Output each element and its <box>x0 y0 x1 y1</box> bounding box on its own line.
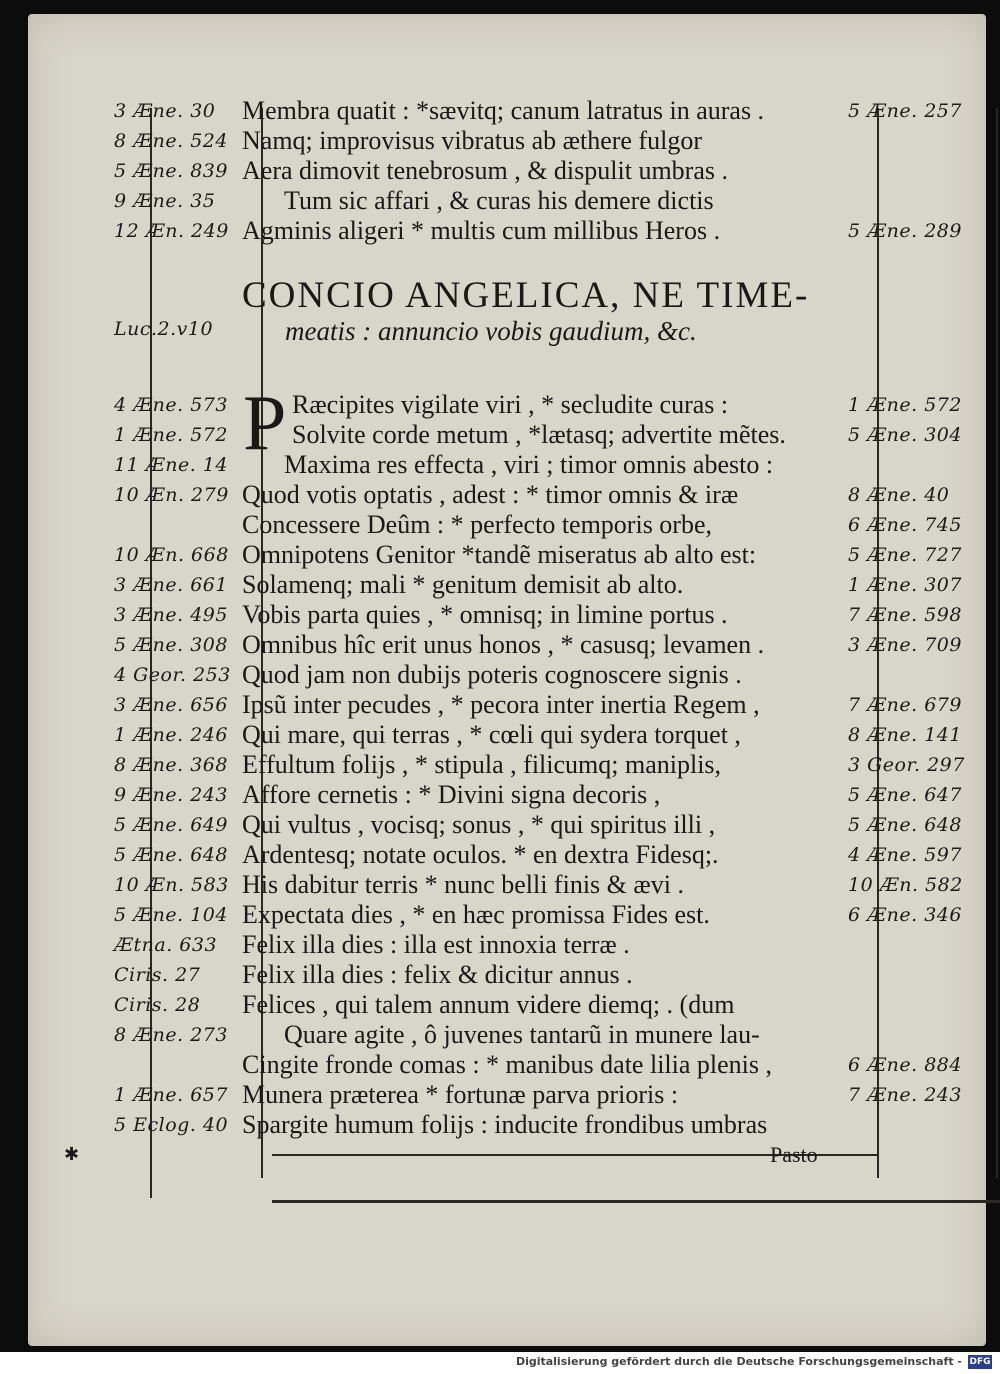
right-margin-ref: 5 Æne. 304 <box>848 424 962 446</box>
verse-line: Ræcipites vigilate viri , * secludite curas : <box>292 390 729 419</box>
title-margin-ref: Luc.2.v10 <box>114 318 214 340</box>
verse-line: Expectata dies , * en hæc promissa Fides est. <box>242 900 710 929</box>
verse-line: Omnibus hîc erit unus honos , * casusq; levamen . <box>242 630 765 659</box>
dfg-logo: DFG <box>969 1357 991 1367</box>
right-margin-ref: 3 Æne. 709 <box>848 634 962 656</box>
left-margin-ref: 5 Eclog. 40 <box>114 1114 229 1136</box>
left-margin-ref: 1 Æne. 572 <box>114 424 228 446</box>
left-margin-ref: 12 Æn. 249 <box>114 220 229 242</box>
left-margin-ref: 9 Æne. 35 <box>114 190 216 212</box>
left-margin-ref: 3 Æne. 30 <box>114 100 216 122</box>
right-margin-ref: 5 Æne. 257 <box>848 100 962 122</box>
right-margin-ref: 5 Æne. 289 <box>848 220 962 242</box>
left-margin-ref: 10 Æn. 279 <box>114 484 229 506</box>
catchword: Pasto <box>770 1142 818 1167</box>
section-title: CONCIO ANGELICA, NE TIME- <box>242 275 810 316</box>
right-margin-ref: 5 Æne. 647 <box>848 784 962 806</box>
left-margin-ref: Ætna. 633 <box>114 934 218 956</box>
left-margin-ref: 8 Æne. 524 <box>114 130 228 152</box>
verse-line: Solamenq; mali * genitum demisit ab alto. <box>242 570 684 599</box>
verse-line: Ipsũ inter pecudes , * pecora inter inertia Regem , <box>242 690 760 719</box>
left-margin-ref: 5 Æne. 648 <box>114 844 228 866</box>
left-margin-ref: 8 Æne. 368 <box>114 754 228 776</box>
right-margin-ref: 7 Æne. 598 <box>848 604 962 626</box>
verse-line: Qui vultus , vocisq; sonus , * qui spiritus illi , <box>242 810 716 839</box>
left-margin-ref: 4 Geor. 253 <box>114 664 231 686</box>
verse-line: Cingite fronde comas : * manibus date lilia plenis , <box>242 1050 773 1079</box>
verse-line: Quod votis optatis , adest : * timor omnis & iræ <box>242 480 739 509</box>
right-margin-ref: 8 Æne. 40 <box>848 484 950 506</box>
left-margin-ref: Ciris. 27 <box>114 964 201 986</box>
left-margin-ref: 3 Æne. 495 <box>114 604 228 626</box>
verse-line: Concessere Deûm : * perfecto temporis orbe, <box>242 510 713 539</box>
right-margin-ref: 10 Æn. 582 <box>848 874 963 896</box>
left-margin-ref: 3 Æne. 656 <box>114 694 228 716</box>
right-margin-ref: 8 Æne. 141 <box>848 724 962 746</box>
right-margin-ref: 4 Æne. 597 <box>848 844 962 866</box>
left-margin-ref: 11 Æne. 14 <box>114 454 228 476</box>
verse-line: Vobis parta quies , * omnisq; in limine portus . <box>242 600 728 629</box>
left-margin-ref: 5 Æne. 308 <box>114 634 228 656</box>
drop-capital: P <box>243 379 287 466</box>
right-margin-ref: 5 Æne. 648 <box>848 814 962 836</box>
left-margin-ref: 10 Æn. 583 <box>114 874 229 896</box>
verse-line: Affore cernetis : * Divini signa decoris , <box>242 780 661 809</box>
verse-line: Qui mare, qui terras , * cœli qui sydera torquet , <box>242 720 741 749</box>
verse-line: Effultum folijs , * stipula , filicumq; maniplis, <box>242 750 722 779</box>
left-margin-ref: 5 Æne. 839 <box>114 160 228 182</box>
verse-line: Tum sic affari , & curas his demere dictis <box>284 186 714 215</box>
verse-line: Felix illa dies : felix & dicitur annus . <box>242 960 633 989</box>
left-margin-ref: 1 Æne. 657 <box>114 1084 228 1106</box>
verse-line: Spargite humum folijs : inducite frondibus umbras <box>242 1110 768 1139</box>
bottom-frame-rule <box>272 1200 1000 1203</box>
verse-line: His dabitur terris * nunc belli finis & ævi . <box>242 870 684 899</box>
left-margin-ref: 10 Æn. 668 <box>114 544 229 566</box>
right-margin-ref: 3 Geor. 297 <box>848 754 965 776</box>
left-margin-ref: 8 Æne. 273 <box>114 1024 228 1046</box>
right-margin-ref: 6 Æne. 346 <box>848 904 962 926</box>
verse-line: Felices , qui talem annum videre diemq; . (dum <box>242 990 735 1019</box>
left-margin-ref: 3 Æne. 661 <box>114 574 228 596</box>
footer-credit-text: Digitalisierung gefördert durch die Deutsche Forschungsgemeinschaft - <box>515 1355 962 1368</box>
left-margin-ref: 9 Æne. 243 <box>114 784 228 806</box>
verse-line: Agminis aligeri * multis cum millibus Heros . <box>242 216 721 245</box>
section-subtitle: meatis : annuncio vobis gaudium, &c. <box>285 316 697 346</box>
digitization-footer <box>0 1352 1000 1374</box>
left-margin-ref: 4 Æne. 573 <box>114 394 228 416</box>
right-margin-ref: 7 Æne. 679 <box>848 694 962 716</box>
verse-line: Munera præterea * fortunæ parva prioris : <box>242 1080 679 1109</box>
left-margin-ref: Ciris. 28 <box>114 994 201 1016</box>
verse-line: Quare agite , ô juvenes tantarũ in munere lau- <box>284 1020 760 1049</box>
left-margin-ref: 5 Æne. 649 <box>114 814 228 836</box>
right-frame-rule <box>996 108 998 1178</box>
right-margin-ref: 6 Æne. 884 <box>848 1054 962 1076</box>
verse-line: Omnipotens Genitor *tandẽ miseratus ab alto est: <box>242 540 757 569</box>
left-margin-ref: 5 Æne. 104 <box>114 904 228 926</box>
right-margin-ref: 6 Æne. 745 <box>848 514 962 536</box>
verse-line: Namq; improvisus vibratus ab æthere fulgor <box>242 126 702 155</box>
verse-line: Felix illa dies : illa est innoxia terræ . <box>242 930 630 959</box>
right-margin-ref: 5 Æne. 727 <box>848 544 962 566</box>
left-margin-ref: 1 Æne. 246 <box>114 724 228 746</box>
verse-line: Solvite corde metum , *lætasq; advertite mẽtes. <box>292 420 786 449</box>
verse-line: Maxima res effecta , viri ; timor omnis abesto : <box>284 450 774 479</box>
right-margin-ref: 1 Æne. 307 <box>848 574 962 596</box>
right-margin-ref: 1 Æne. 572 <box>848 394 962 416</box>
verse-line: Ardentesq; notate oculos. * en dextra Fidesq;. <box>242 840 719 869</box>
right-margin-ref: 7 Æne. 243 <box>848 1084 962 1106</box>
verse-line: Quod jam non dubijs poteris cognoscere signis . <box>242 660 742 689</box>
star-mark: ✱ <box>64 1144 80 1165</box>
verse-line: Aera dimovit tenebrosum , & dispulit umbras . <box>242 156 728 185</box>
verse-line: Membra quatit : *sævitq; canum latratus in auras . <box>242 96 765 125</box>
